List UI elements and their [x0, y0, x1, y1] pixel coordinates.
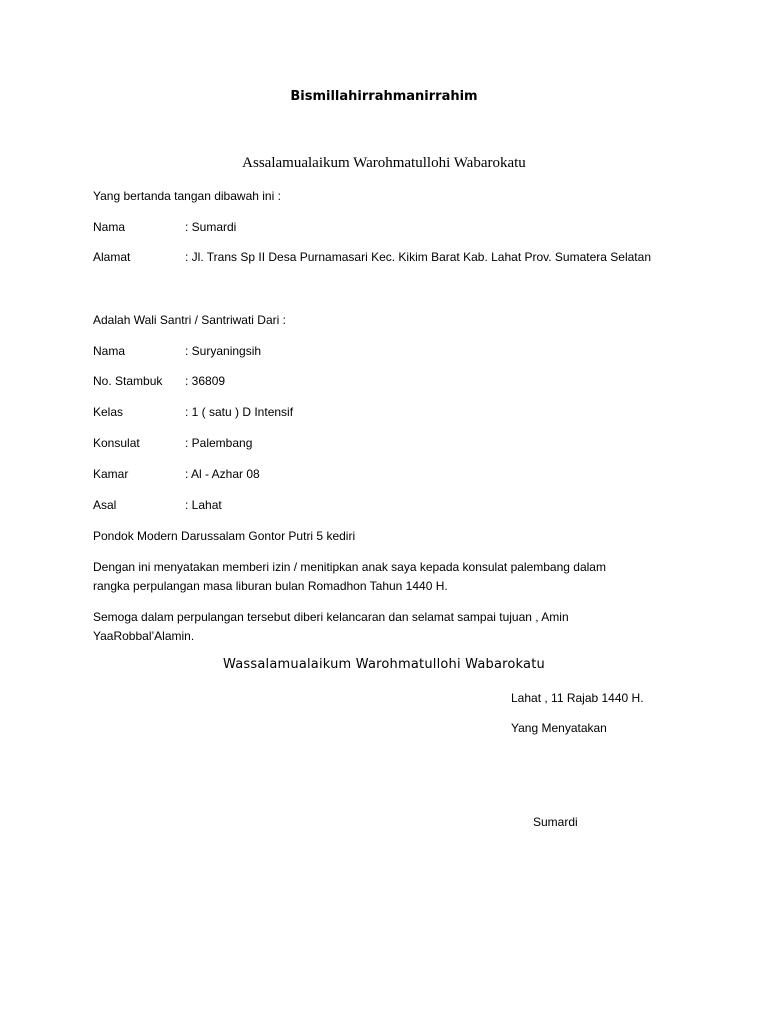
signature-name: Sumardi: [533, 815, 578, 829]
consulate-label: Konsulat: [93, 436, 140, 450]
room-label: Kamar: [93, 467, 129, 481]
prayer-line-1: Semoga dalam perpulangan tersebut diberi kelancaran dan selamat sampai tujuan , Amin: [93, 610, 569, 624]
closing-greeting: Wassalamualaikum Warohmatullohi Wabarokatu: [223, 657, 545, 672]
origin-value: : Lahat: [185, 498, 222, 512]
intro-text: Yang bertanda tangan dibawah ini :: [93, 189, 281, 203]
school-name: Pondok Modern Darussalam Gontor Putri 5 kediri: [93, 529, 356, 543]
place-date: Lahat , 11 Rajab 1440 H.: [511, 691, 644, 705]
prayer-line-2: YaaRobbal’Alamin.: [93, 629, 195, 643]
guardian-intro: Adalah Wali Santri / Santriwati Dari :: [93, 313, 286, 327]
signer-address-label: Alamat: [93, 250, 131, 264]
stambuk-value: : 36809: [185, 374, 226, 388]
class-value: : 1 ( satu ) D Intensif: [185, 405, 294, 419]
stambuk-label: No. Stambuk: [93, 374, 163, 388]
statement-line-1: Dengan ini menyatakan memberi izin / menitipkan anak saya kepada konsulat palembang dalam: [93, 560, 606, 574]
signer-name-value: : Sumardi: [185, 220, 237, 234]
declarer-label: Yang Menyatakan: [511, 721, 607, 735]
consulate-value: : Palembang: [185, 436, 253, 450]
signer-address-value: : Jl. Trans Sp II Desa Purnamasari Kec. Kikim Barat Kab. Lahat Prov. Sumatera Selatan: [185, 250, 651, 264]
opening-greeting: Assalamualaikum Warohmatullohi Wabarokatu: [242, 155, 526, 171]
signer-name-label: Nama: [93, 220, 126, 234]
origin-label: Asal: [93, 498, 117, 512]
student-name-value: : Suryaningsih: [185, 344, 262, 358]
class-label: Kelas: [93, 405, 124, 419]
statement-line-2: rangka perpulangan masa liburan bulan Romadhon Tahun 1440 H.: [93, 579, 448, 593]
room-value: : Al - Azhar 08: [185, 467, 260, 481]
letter-title: Bismillahirrahmanirrahim: [290, 89, 478, 104]
student-name-label: Nama: [93, 344, 126, 358]
